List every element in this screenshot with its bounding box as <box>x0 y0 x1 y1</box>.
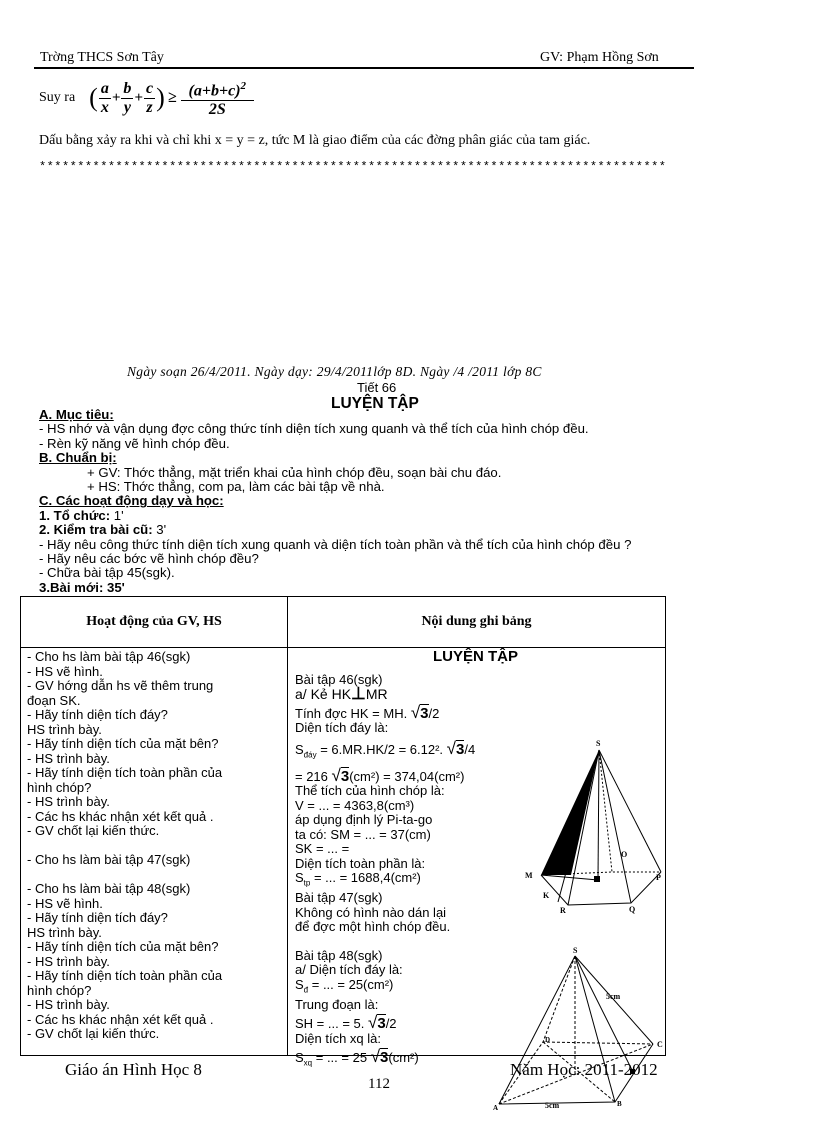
activity-line: - Cho hs làm bài tập 47(sgk) <box>27 852 191 867</box>
base-length-label: 5cm <box>545 1101 560 1110</box>
bt48-a: a/ Diện tích đáy là: <box>295 962 403 978</box>
label-m: M <box>525 871 533 880</box>
activity-line: - HS trình bày. <box>27 794 110 809</box>
label-b: B <box>617 1100 622 1108</box>
fraction-c-z: $\frac{c}{z}$ <box>145 79 154 116</box>
teacher-name: GV: Phạm Hồng Sơn <box>540 50 659 65</box>
edge-sq <box>599 750 631 903</box>
activity-line: hình chóp? <box>27 779 92 795</box>
label-c: C <box>657 1040 663 1049</box>
activity-line: - GV chốt lại kiến thức. <box>27 823 160 838</box>
activity-line: - HS trình bày. <box>27 953 110 969</box>
activity-line: đoạn SK. <box>27 692 81 708</box>
apothem-sh <box>575 956 633 1072</box>
activity-line: - HS vẽ hình. <box>27 663 103 679</box>
center-h <box>594 876 600 882</box>
board-title: LUYỆN TẬP <box>433 648 519 665</box>
school-name: Trờng THCS Sơn Tây <box>40 50 164 65</box>
fraction-b-y: $\frac{b}{y}$ <box>123 79 132 116</box>
pyramid-figure-2 <box>493 944 668 1110</box>
bt48-heading: Bài tập 48(sgk) <box>295 947 383 963</box>
lesson-dates: Ngày soạn 26/4/2011. Ngày dạy: 29/4/2011lớp 8D. Ngày /4 /2011 lớp 8C <box>127 364 542 379</box>
activity-line: - Hãy tính diện tích toàn phần của <box>27 968 223 983</box>
page-number: 112 <box>368 1076 390 1092</box>
bt46-216: = 216 √3(cm²) = 374,04(cm²) <box>295 765 465 785</box>
prep-hs: + HS: Thớc thẳng, com pa, làm các bài tập về nhà. <box>87 479 385 495</box>
label-p: P <box>656 873 661 882</box>
left-column <box>21 648 288 1056</box>
activity-line: - Cho hs làm bài tập 46(sgk) <box>27 649 191 664</box>
bt46-stp: $S_{tp}$ = ... = 1688,4(cm²) <box>295 870 421 888</box>
fraction-rhs: $\frac{(a+b+c)^2}{2S}$ <box>181 77 255 119</box>
board-content <box>295 658 515 1071</box>
suy-ra-label: Suy ra <box>39 90 76 105</box>
header-rule <box>34 67 694 69</box>
height-so <box>598 750 599 880</box>
bt46-sk: SK = ... = <box>295 841 350 857</box>
mh-line <box>541 875 598 880</box>
bt46-sday: $S_{đáy} = 6.MR.HK/2 = 6.12^2$. √3/4 <box>295 738 476 760</box>
fraction-a-x: $\frac{a}{x}$ <box>100 79 109 116</box>
activity-line: - HS vẽ hình. <box>27 895 103 911</box>
label-d: D <box>545 1036 551 1044</box>
activity-line: - Cho hs làm bài tập 48(sgk) <box>27 881 191 896</box>
activity-line: hình chóp? <box>27 982 92 998</box>
bt46-dt-day: Diện tích đáy là: <box>295 720 389 735</box>
activity-line: HS trình bày. <box>27 721 102 737</box>
edge-sa <box>499 956 575 1104</box>
section-b-heading: B. Chuẩn bị: <box>39 450 117 466</box>
bt47-line-1: Không có hình nào dán lại <box>295 904 447 920</box>
equality-note: Dấu bằng xảy ra khi và chỉ khi x = y = z, tức M là giao điểm của các đờng phân giác của tam giác. <box>39 133 591 148</box>
geq-sign: ≥ <box>167 89 177 106</box>
activity-line <box>27 839 287 854</box>
edge-length-label: 5cm <box>606 992 621 1001</box>
col-header-activities: Hoạt động của GV, HS <box>21 597 288 648</box>
col-header-board: Nội dung ghi bảng <box>288 597 666 648</box>
review-question-1: - Hãy nêu công thức tính diện tích xung quanh và diện tích toàn phần và thể tích của hình chóp đều ? <box>39 536 632 552</box>
activity-line: HS trình bày. <box>27 924 102 940</box>
activity-line: - GV chốt lại kiến thức. <box>27 1026 160 1041</box>
bt47-heading: Bài tập 47(sgk) <box>295 890 383 906</box>
activity-line: - Các hs khác nhận xét kết quả . <box>27 808 214 824</box>
objective-2: - Rèn kỹ năng vẽ hình chóp đều. <box>39 435 230 451</box>
bt46-sm: ta có: SM = ... = 37(cm) <box>295 826 431 842</box>
bt48-dt-xq: Diện tích xq là: <box>295 1030 381 1046</box>
activity-line: - Hãy tính diện tích đáy? <box>27 707 168 722</box>
activity-line: - Hãy tính diện tích toàn phần của <box>27 765 223 780</box>
bt46-pitago: áp dụng định lý Pi-ta-go <box>295 812 433 828</box>
edge-sd <box>543 956 575 1042</box>
activity-line: - Hãy tính diện tích đáy? <box>27 910 168 925</box>
prep-gv: + GV: Thớc thẳng, mặt triển khai của hình chóp đều, soạn bài chu đáo. <box>87 464 502 480</box>
bt46-heading: Bài tập 46(sgk) <box>295 671 383 687</box>
footer-left: Giáo án Hình Học 8 <box>65 1060 202 1079</box>
activity-line <box>27 868 287 883</box>
activity-line: - HS trình bày. <box>27 750 110 766</box>
bt46-v: V = ... = 4363,8(cm³) <box>295 797 415 813</box>
activity-list <box>27 650 287 1042</box>
bt48-sxq: $S_{xq}$ = ... = 25 √3(cm²) <box>295 1047 419 1068</box>
bt46-hk: Tính đợc HK = MH. √3/2 <box>295 702 440 722</box>
star-separator: ********************************************************************************** <box>39 160 667 174</box>
activity-line: - Các hs khác nhận xét kết quả . <box>27 1011 214 1027</box>
label-o: O <box>621 850 628 859</box>
bt48-sd: $S_đ$ = ... = 25(cm²) <box>295 976 394 995</box>
label-k: K <box>543 891 550 900</box>
edge-sp <box>599 750 661 872</box>
activity-line: - HS trình bày. <box>27 997 110 1012</box>
step-3: 3.Bài mới: 35' <box>39 579 125 595</box>
review-question-3: - Chữa bài tập 45(sgk). <box>39 565 175 581</box>
bt46-ke-hk: a/ Kẻ HK⊥MR <box>295 684 388 703</box>
label-s: S <box>596 739 601 748</box>
footer-right: Năm Học: 2011-2012 <box>510 1060 658 1079</box>
edge-hidden <box>599 750 612 872</box>
inequality-line: Suy ra ( $\frac{a}{x}$ + $\frac{b}{y}$ + $\frac{c}{z}$ ) ≥ $\frac{(a+b+c)^2}{2S}$ <box>39 80 255 116</box>
bt46-the-tich: Thể tích của hình chóp là: <box>295 783 445 799</box>
bt48-trung-doan: Trung đoạn là: <box>295 996 379 1012</box>
activity-line: - Hãy tính diện tích của mặt bên? <box>27 736 219 751</box>
pyramid-figure-1 <box>516 700 666 900</box>
fig1-label-q: Q <box>629 905 636 914</box>
label-a: A <box>493 1104 499 1112</box>
period-label: Tiết 66 <box>357 380 397 395</box>
activity-line: - GV hớng dẫn hs vẽ thêm trung <box>27 678 214 693</box>
lesson-body <box>39 408 739 595</box>
activity-line: - Hãy tính diện tích của mặt bên? <box>27 939 219 954</box>
label-s2: S <box>573 946 578 955</box>
bt47-line-2: để đợc một hình chóp đều. <box>295 919 451 935</box>
section-c-heading: C. Các hoạt động dạy và học: <box>39 493 224 509</box>
lesson-title: LUYỆN TẬP <box>331 395 419 412</box>
review-question-2: - Hãy nêu các bớc vẽ hình chóp đều? <box>39 551 259 567</box>
section-a-heading: A. Mục tiêu: <box>39 407 114 422</box>
step-1: 1. Tổ chức: 1' <box>39 507 124 523</box>
bt46-dt-tp: Diện tích toàn phần là: <box>295 855 426 871</box>
bt48-sh: SH = ... = 5. √3/2 <box>295 1013 397 1033</box>
step-2: 2. Kiểm tra bài cũ: 3' <box>39 522 167 538</box>
objective-1: - HS nhớ và vận dụng đợc công thức tính diện tích xung quanh và thể tích của hình chóp đều. <box>39 421 589 437</box>
fig1-label-r: R <box>560 906 566 915</box>
